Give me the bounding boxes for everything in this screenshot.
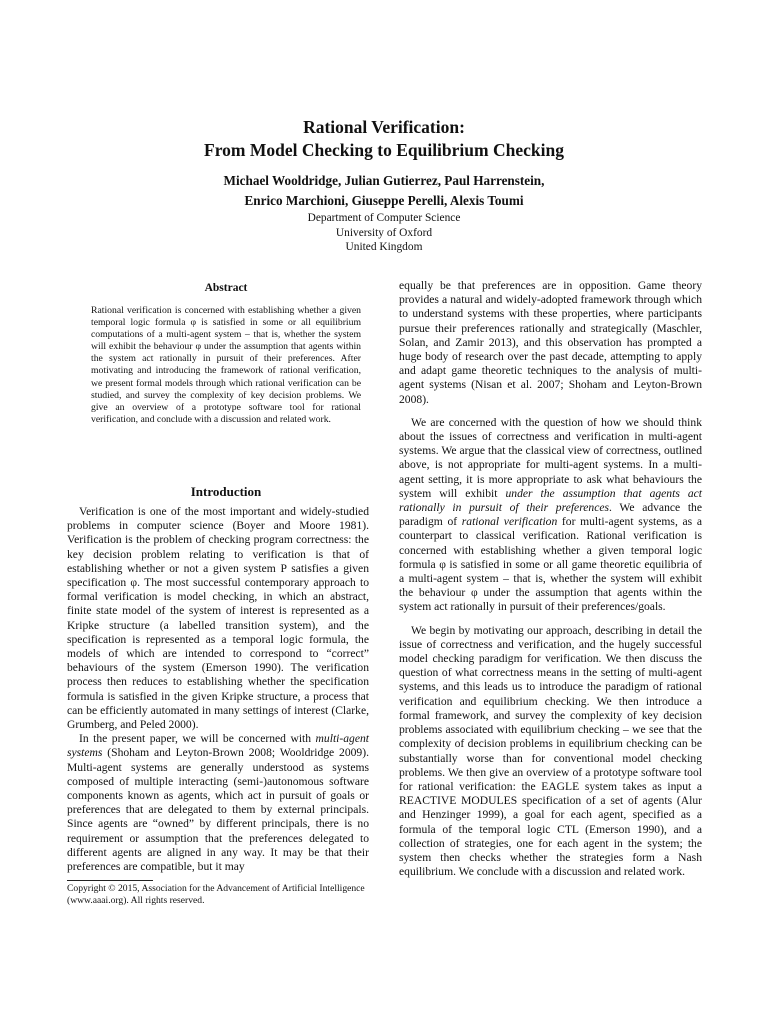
paper-title	[0, 116, 768, 162]
authors-line-2: Enrico Marchioni, Giuseppe Perelli, Alexis Toumi	[244, 192, 524, 208]
title-line-1: Rational Verification:	[303, 117, 465, 137]
copyright-footnote: Copyright © 2015, Association for the Advancement of Artificial Intelligence (www.aaai.org). All rights reserved.	[67, 883, 365, 906]
title-line-2: From Model Checking to Equilibrium Checking	[204, 140, 564, 160]
intro-paragraph-continued: equally be that preferences are in opposition. Game theory provides a natural and widely-adopted framework through which to understand systems with these properties, where participants pursue their preferences rationally and strategically (Maschler, Solan, and Zamir 2013), and this observation has prompted a huge body of research over the past decade, attempting to apply and adapt game theoretic techniques to the analysis of multi-agent systems (Nisan et al. 2007; Shoham and Leyton-Brown 2008).	[399, 279, 702, 406]
intro-paragraph-3	[399, 416, 702, 615]
right-column	[399, 279, 702, 879]
p2-emphasis: multi-agent systems	[67, 732, 369, 760]
left-column	[67, 505, 369, 874]
r2-emphasis-2: rational verification	[461, 515, 558, 529]
affiliation-dept: Department of Computer Science	[307, 212, 461, 224]
p2-text-start: In the present paper, we will be concerned with	[79, 732, 316, 746]
r2-text-mid: . We advance the paradigm of	[399, 501, 702, 529]
author-list	[0, 171, 768, 210]
r2-text-end: for multi-agent systems, as a counterpart to classical verification. Rational verification is concerned with establishing whether a given temporal logic formula φ is satisfied in some or all game theoretic equilibria of a multi-agent system – that is, whether the system will exhibit the behaviour φ under the assumption that agents within the system act rationally in pursuit of their preferences/goals.	[399, 515, 702, 614]
p2-text-end: (Shoham and Leyton-Brown 2008; Wooldridge 2009). Multi-agent systems are generally understood as systems composed of multiple interacting (semi-)autonomous software components known as agents, which act in pursuit of goals or preferences that are delegated to them by external principals. Since agents are “owned” by different principals, there is no requirement or assumption that the preferences delegated to different agents are aligned in any way. It may be that their preferences are compatible, but it may	[67, 746, 369, 874]
affiliation-country: United Kingdom	[345, 241, 423, 254]
r2-emphasis-1: under the assumption that agents act rationally in pursuit of their preferences	[399, 486, 703, 515]
abstract-body: Rational verification is concerned with establishing whether a given temporal logic formula φ is satisfied in some or all equilibrium computations of a multi-agent system – that is, whether the system will exhibit the behaviour φ under the assumption that agents within the system act rationally in pursuit of their preferences. After motivating and introducing the framework of rational verification, we present formal models through which rational verification can be studied, and survey the complexity of key decision problems. We give an overview of a prototype software tool for rational verification, and conclude with a discussion and related work.	[91, 305, 361, 425]
r2-text-start: We are concerned with the question of how we should think about the issues of correctness and verification in multi-agent systems. We argue that the classical view of correctness, outlined above, is not appropriate for multi-agent systems. In a multi-agent setting, it is more appropriate to ask what behaviours the system will exhibit	[399, 415, 702, 500]
intro-paragraph-1: Verification is one of the most important and widely-studied problems in computer science (Boyer and Moore 1981). Verification is the problem of checking program correctness: the key decision problem relating to verification is that of establishing whether or not a given system P satisfies a given specification φ. The most successful contemporary approach to formal verification is model checking, in which an abstract, finite state model of the system of interest is represented as a Kripke structure (a labelled transition system), and the specification is represented as a temporal logic formula, the models of which are intended to correspond to “correct” behaviours of the system (Emerson 1990). The verification process then reduces to establishing whether the specification formula is satisfied in the given Kripke structure, a process that can be efficiently automated in many settings of interest (Clarke, Grumberg, and Peled 2000).	[67, 505, 369, 732]
intro-paragraph-2	[67, 732, 369, 874]
abstract-heading: Abstract	[204, 282, 248, 294]
authors-line-1: Michael Wooldridge, Julian Gutierrez, Paul Harrenstein,	[223, 173, 545, 188]
affiliation-university: University of Oxford	[335, 226, 433, 239]
introduction-heading: Introduction	[190, 484, 262, 499]
affiliation	[0, 211, 768, 255]
intro-paragraph-4: We begin by motivating our approach, describing in detail the issue of correctness and verification, and the hugely successful model checking paradigm for verification. We then discuss the question of what correctness means in the setting of multi-agent systems, and this leads us to introduce the paradigm of rational verification and equilibrium checking. We then introduce a formal framework, and survey the complexity of key decision problems associated with equilibrium checking – we see that the complexity of decision problems in equilibrium checking can be substantially worse than for conventional model checking problems. We then give an overview of a prototype software tool for rational verification: the EAGLE system takes as input a REACTIVE MODULES specification of a set of agents (Alur and Henzinger 1999), a goal for each agent, specified as a formula of the temporal logic CTL (Emerson 1990), and a collection of strategies, one for each agent in the system; the system then checks whether the strategies form a Nash equilibrium. We conclude with a discussion and related work.	[399, 623, 702, 879]
footnote-rule	[67, 880, 153, 881]
